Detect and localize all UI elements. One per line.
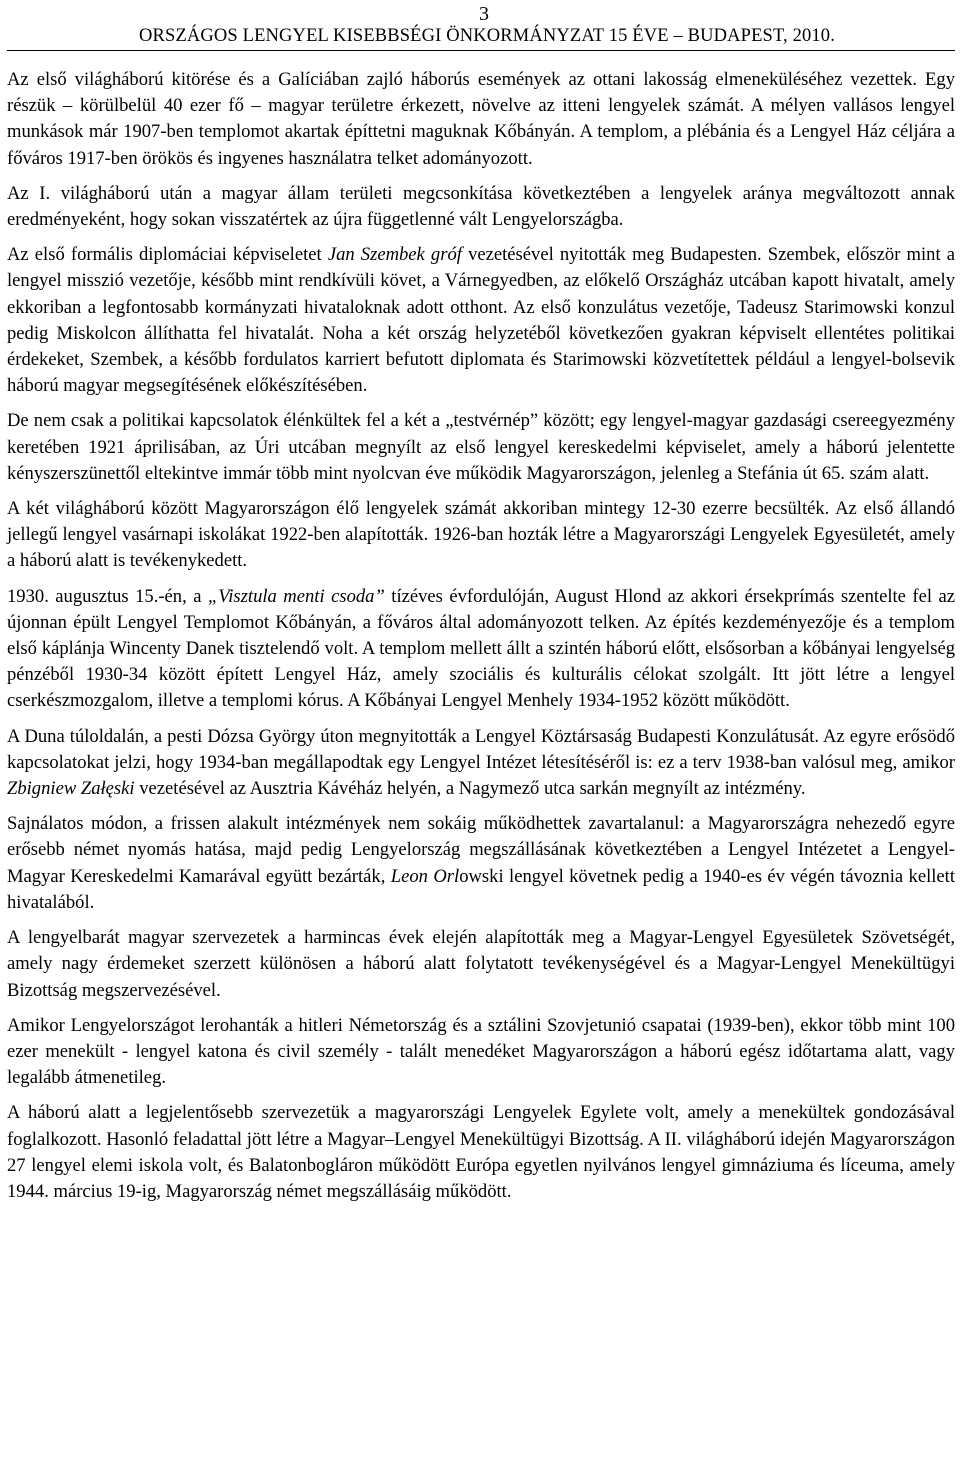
text-run: Amikor Lengyelországot lerohanták a hitleri Németország és a sztálini Szovjetunió csapatai (1939-ben), ekkor több mint 100 ezer menekült - lengyel katona és civil személy - talált menedéket Magyarországon a háború egész időtartama alatt, vagy legalább átmenetileg. (7, 1014, 955, 1089)
text-run: A lengyelbarát magyar szervezetek a harmincas évek elején alapították meg a Magyar-Lengyel Egyesületek Szövetségét, amely nagy érdemeket szerzett különösen a háború alatt folytatott tevékenységével és a Magyar-Lengyel Menekültügyi Bizottság megszervezésével. (7, 927, 955, 1001)
paragraph (7, 181, 955, 233)
paragraph (7, 925, 955, 1004)
paragraph (7, 724, 955, 803)
text-run: tízéves évfordulóján, August Hlond az akkori érsekprímás szentelte fel az újonnan épült Lengyel Templomot Kőbányán, a főváros által adományozott telken. Az építés kezdeményezője és a templom első káplánja Wincenty Danek tisztelendő volt. A templom mellett állt a szintén háború előtt, elsősorban a kőbányai lengyelség pénzéből 1930-34 között épített Lengyel Ház, amely szociális és kulturális célokat szolgált. Itt jött létre a lengyel cserkészmozgalom, illetve a templomi kórus. A Kőbányai Lengyel Menhely 1934-1952 között működött. (7, 585, 955, 712)
page-number: 3 (479, 3, 489, 25)
text-run: Az első formális diplomáciai képviseletet (7, 244, 328, 266)
paragraph (7, 496, 955, 575)
paragraph (7, 242, 955, 399)
italic-text-run: „Visztula menti csoda” (207, 585, 385, 607)
italic-text-run: Leon Orl (390, 865, 460, 887)
paragraph (7, 408, 955, 487)
text-run: A két világháború között Magyarországon élő lengyelek számát akkoriban mintegy 12-30 ezerre becsülték. Az első állandó jellegű lengyel vasárnapi iskolákat 1922-ben alapították. 1926-ban hozták létre a Magyarországi Lengyelek Egyesületét, amely a háború alatt is tevékenykedett. (7, 498, 955, 572)
running-header: ORSZÁGOS LENGYEL KISEBBSÉGI ÖNKORMÁNYZAT 15 ÉVE – BUDAPEST, 2010. (7, 26, 955, 51)
text-run: vezetésével nyitották meg Budapesten. Szembek, először mint a lengyel misszió vezetője, később mint rendkívüli követ, a Várnegyedben, az előkelő Országház utcában kapott hivatalt, amely ekkoriban a legfontosabb kormányzati hivataloknak adott otthont. Az első konzulátus vezetője, Tadeusz Starimowski konzul pedig Miskolcon állíthatta fel hivatalát. Noha a két ország helyzetéből következően gyakran képviselt ellentétes politikai érdekeket, Szembek, a később fordulatos karriert befutott diplomata és Starimowski közvetítettek például a lengyel-bolsevik háború magyar megsegítésének előkészítésében. (7, 244, 955, 397)
text-run: Az első világháború kitörése és a Galíciában zajló háborús események az ottani lakosság elmeneküléséhez vezettek. Egy részük – körülbelül 40 ezer fő – magyar területre érkezett, növelve az itteni lengyelek számát. A mélyen vallásos lengyel munkások már 1907-ben templomot akartak építtetni maguknak Kőbányán. A templom, a plébánia és a Lengyel Ház céljára a főváros 1917-ben örökös és ingyenes használatra telket adományozott. (7, 69, 955, 169)
paragraph (7, 811, 955, 916)
text-run: vezetésével az Ausztria Kávéház helyén, a Nagymező utca sarkán megnyílt az intézmény. (134, 778, 806, 800)
paragraph (7, 67, 955, 172)
paragraph (7, 1100, 955, 1205)
italic-text-run: Zbigniew Załęski (7, 778, 135, 800)
text-run: 1930. augusztus 15.-én, a (7, 585, 208, 607)
paragraph (7, 584, 955, 715)
body-text (7, 67, 955, 1205)
italic-text-run: Jan Szembek gróf (327, 244, 462, 266)
text-run: owski lengyel követnek pedig a 1940-es év végén távoznia kellett hivatalából. (7, 865, 956, 913)
text-run: A Duna túloldalán, a pesti Dózsa György úton megnyitották a Lengyel Köztársaság Budapesti Konzulátusát. Az egyre erősödő kapcsolatokat jelzi, hogy 1934-ban megállapodtak egy Lengyel Intézet létesítéséről is: ez a terv 1938-ban valósul meg, amikor (7, 725, 955, 773)
text-run: Az I. világháború után a magyar állam területi megcsonkítása következtében a lengyelek aránya megváltozott annak eredményeként, hogy sokan visszatértek az újra függetlenné vált Lengyelországba. (7, 182, 955, 231)
paragraph (7, 1013, 955, 1092)
text-run: De nem csak a politikai kapcsolatok élénkültek fel a két a „testvérnép” között; egy lengyel-magyar gazdasági csereegyezmény keretében 1921 áprilisában, az Úri utcában megnyílt az első lengyel kereskedelmi képviselet, amely a háború jelentette kényszerszünettől eltekintve immár több mint nyolcvan éve működik Magyarországon, jelenleg a Stefánia út 65. szám alatt. (7, 410, 955, 484)
document-page (7, 0, 955, 1214)
text-run: A háború alatt a legjelentősebb szervezetük a magyarországi Lengyelek Egylete volt, amely a menekültek gondozásával foglalkozott. Hasonló feladattal jött létre a Magyar–Lengyel Menekültügyi Bizottság. A II. világháború idején Magyarországon 27 lengyel elemi iskola volt, és Balatonbogláron működött Európa egyetlen nyilvános lengyel gimnáziuma és líceuma, amely 1944. március 19-ig, Magyarország német megszállásáig működött. (7, 1102, 955, 1202)
text-run: Sajnálatos módon, a frissen alakult intézmények nem sokáig működhettek zavartalanul: a Magyarországra nehezedő egyre erősebb német nyomás hatása, majd pedig Lengyelország megszállásának következtében a Lengyel Intézetet a Lengyel-Magyar Kereskedelmi Kamarával együtt bezárták, (7, 813, 955, 887)
